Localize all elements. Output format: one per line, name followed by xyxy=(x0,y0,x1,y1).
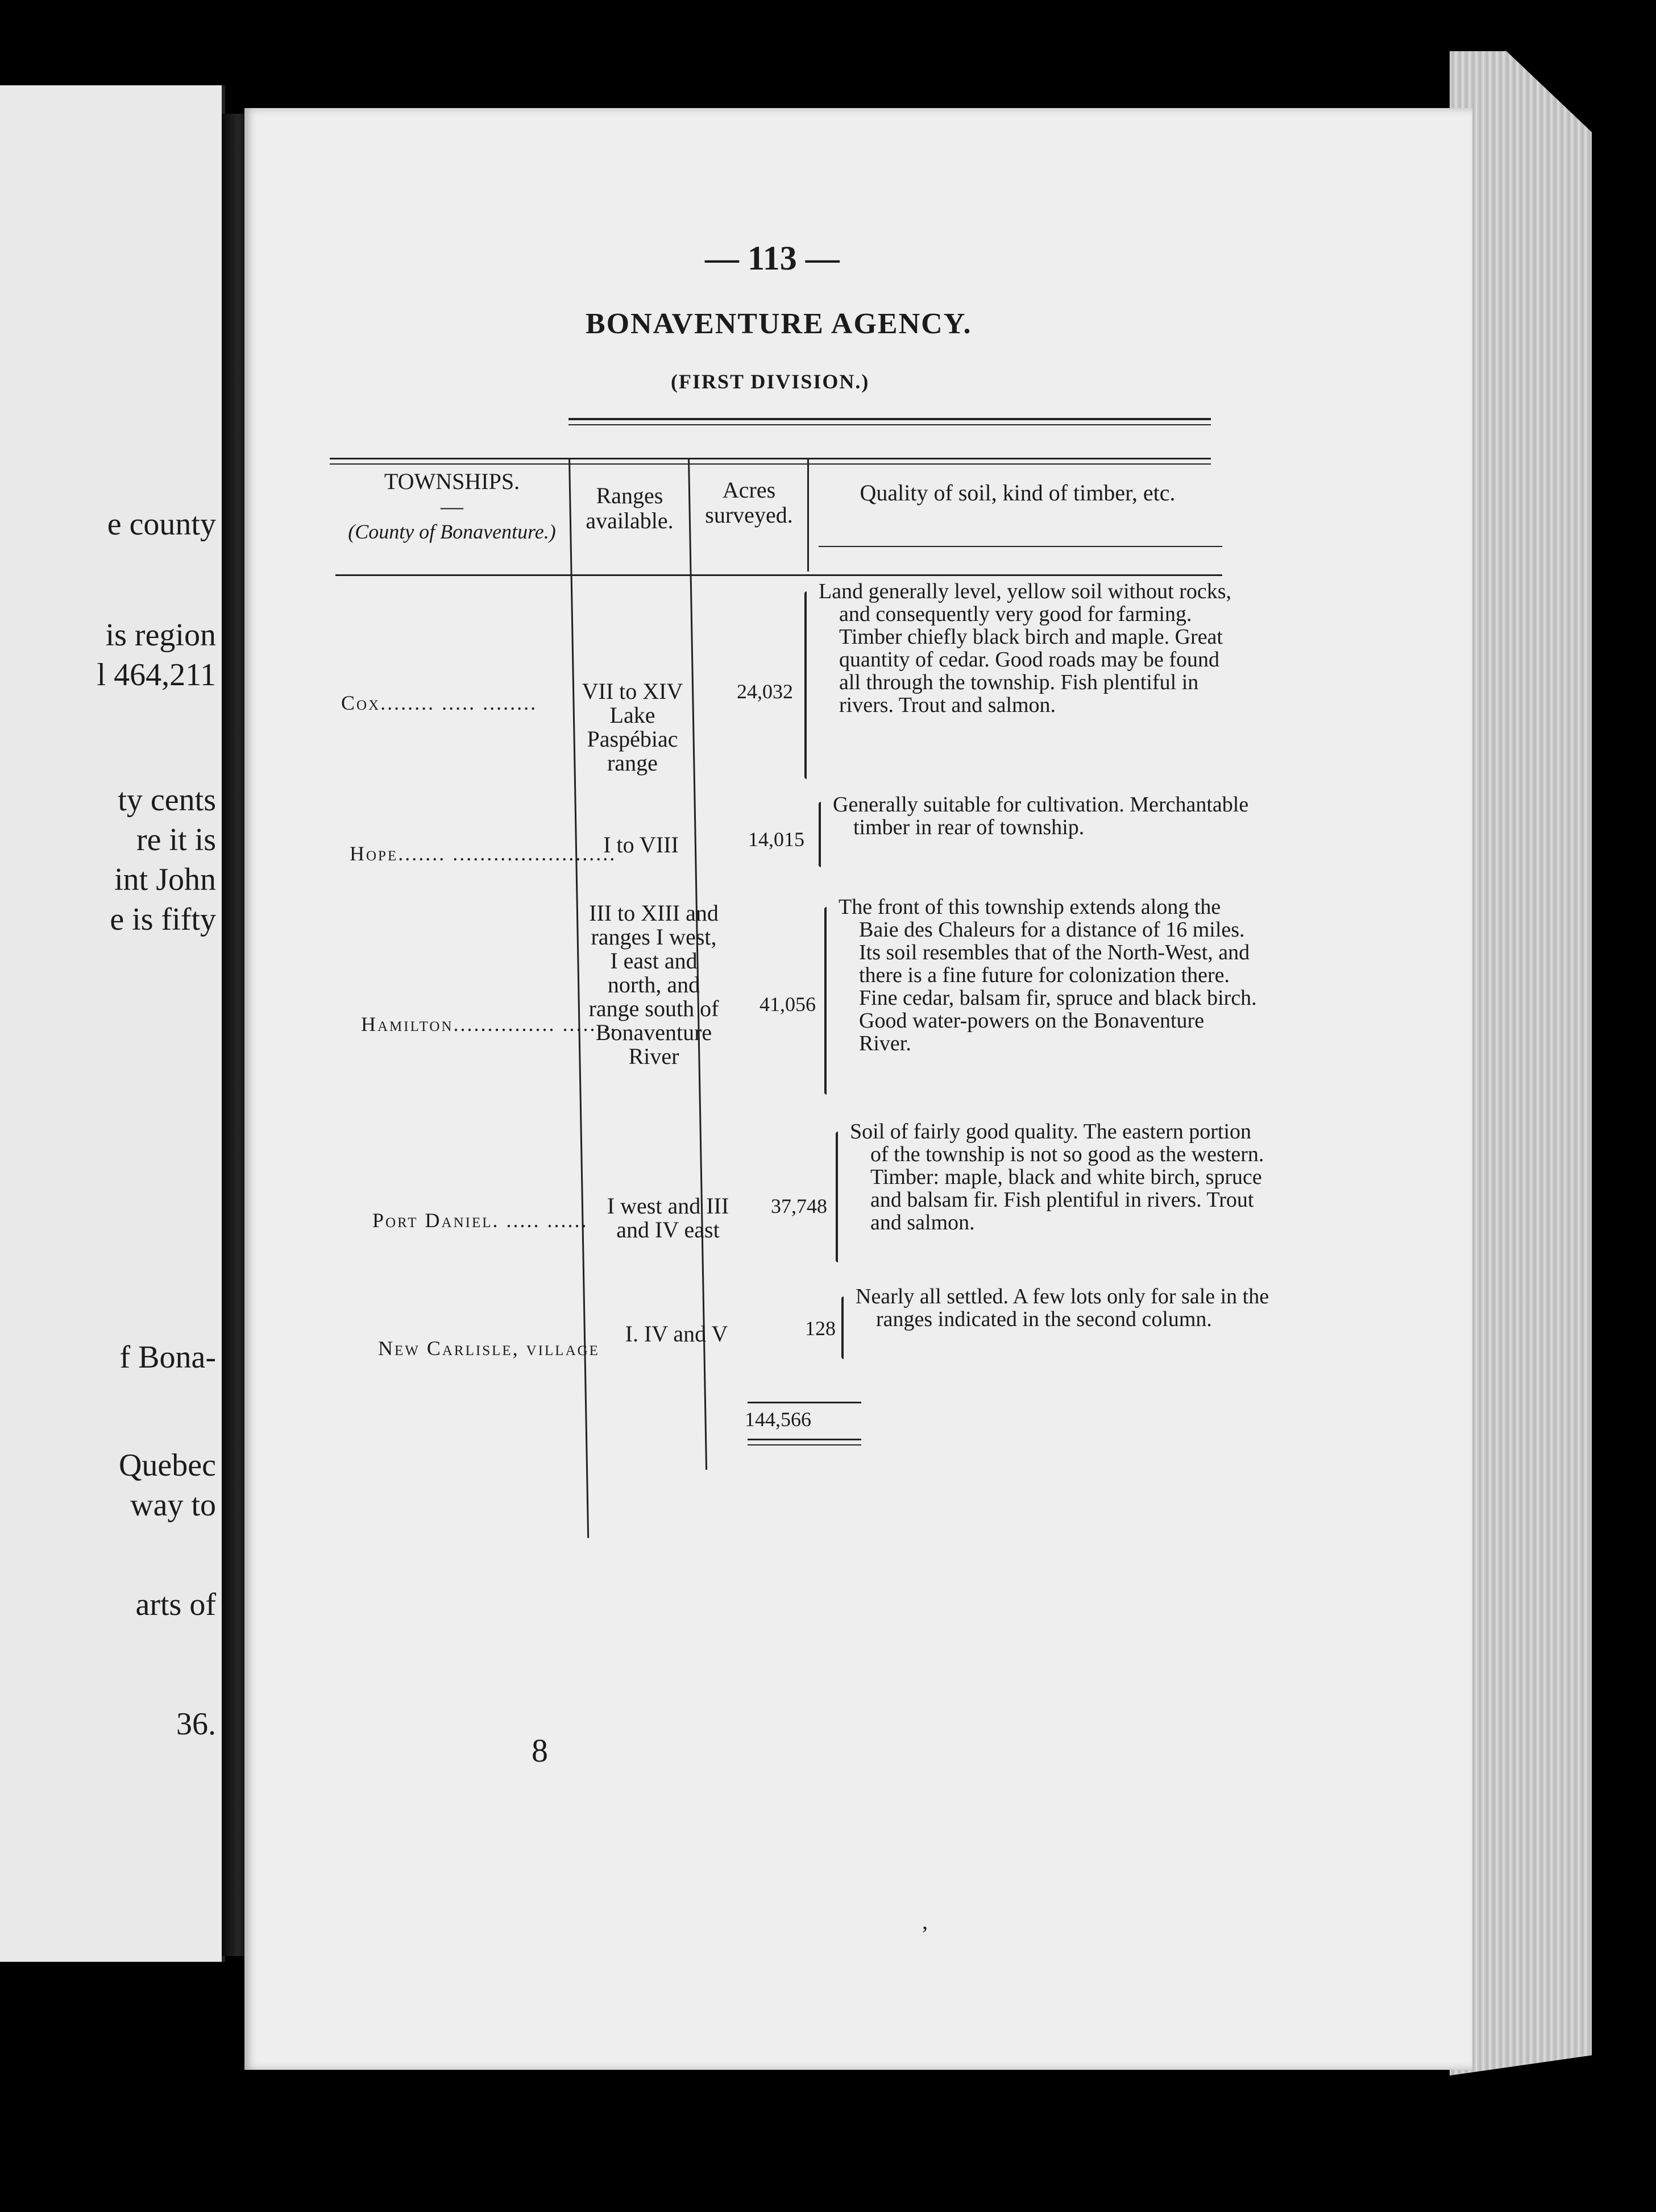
header-townships-label: TOWNSHIPS. xyxy=(384,469,520,494)
signature-mark: 8 xyxy=(532,1732,548,1769)
ranges-cell: III to XIII and ranges I west, I east and north, and range south of Bonaventure River xyxy=(588,900,719,1069)
township-name: Hamilton............... ........ xyxy=(361,1013,617,1035)
left-text-line: ty cents xyxy=(118,782,216,818)
acres-cell: 24,032 xyxy=(737,680,793,703)
ranges-cell: I west and III and IV east xyxy=(607,1193,729,1242)
acres-cell: 37,748 xyxy=(771,1195,827,1217)
header-townships-dash: — xyxy=(441,494,463,519)
description-cell: Nearly all settled. A few lots only for sale in the ranges indicated in the second column. xyxy=(856,1285,1269,1331)
left-text-line: arts of xyxy=(135,1587,216,1622)
header-top-rule-thin xyxy=(330,463,1211,465)
row-brace xyxy=(841,1296,844,1359)
total-acres: 144,566 xyxy=(745,1408,811,1431)
township-name: Cox........ ..... ........ xyxy=(341,691,538,714)
top-rule-thin xyxy=(568,424,1211,425)
header-top-rule xyxy=(330,458,1211,459)
left-text-line: l 464,211 xyxy=(97,657,216,693)
previous-page xyxy=(0,85,225,1962)
left-text-line: re it is xyxy=(136,822,216,858)
header-townships xyxy=(335,469,568,544)
page-subtitle: (FIRST DIVISION.) xyxy=(671,370,870,393)
stray-mark: , xyxy=(922,1908,928,1934)
row-brace xyxy=(804,591,807,779)
township-name: New Carlisle, village xyxy=(378,1337,600,1360)
left-text-line: Quebec xyxy=(118,1448,216,1483)
acres-cell: 41,056 xyxy=(759,993,816,1016)
top-rule xyxy=(568,418,1211,420)
left-text-line: 36. xyxy=(176,1706,216,1742)
header-acres: Acres surveyed. xyxy=(705,477,793,528)
description-cell: Generally suitable for cultivation. Merchantable timber in rear of township. xyxy=(833,793,1249,839)
total-underline-thin xyxy=(748,1444,861,1445)
left-text-line: e is fifty xyxy=(110,902,216,937)
row-brace xyxy=(824,907,827,1095)
township-name: Hope....... ........................ xyxy=(350,842,617,865)
description-cell: The front of this township extends along the Baie des Chaleurs for a distance of 16 miles. Its soil resembles that of the North-West, and there is a fine future for colonization there. Fine cedar, balsam fir, spruce and black birch. Good water-powers on the Bonaventure River. xyxy=(839,895,1257,1055)
total-rule xyxy=(748,1402,861,1403)
left-text-line: e county xyxy=(107,507,216,542)
column-divider xyxy=(807,458,809,571)
acres-cell: 14,015 xyxy=(748,828,804,851)
row-brace xyxy=(819,802,821,867)
header-bottom-rule xyxy=(335,574,1222,576)
description-cell: Land generally level, yellow soil without rocks, and consequently very good for farming. Timber chiefly black birch and maple. Great quantity of cedar. Good roads may be found all through the township. Fish plentiful in rivers. Trout and salmon. xyxy=(819,579,1232,717)
header-townships-sub: (County of Bonaventure.) xyxy=(348,520,556,543)
page-number: — 113 — xyxy=(705,239,840,277)
ranges-cell: I. IV and V xyxy=(625,1321,728,1347)
description-cell: Soil of fairly good quality. The eastern portion of the township is not so good as the western. Timber: maple, black and white birch, spruce and balsam fir. Fish plentiful in rivers. Trout and salmon. xyxy=(850,1120,1264,1235)
left-text-line: f Bona- xyxy=(119,1340,216,1375)
left-text-line: way to xyxy=(130,1488,216,1523)
left-text-line: int John xyxy=(114,862,216,897)
header-ranges: Ranges available. xyxy=(586,483,674,533)
header-quality: Quality of soil, kind of timber, etc. xyxy=(860,480,1176,506)
acres-cell: 128 xyxy=(805,1317,836,1340)
township-name: Port Daniel. ..... ...... xyxy=(372,1209,588,1232)
main-page xyxy=(244,108,1472,2070)
left-text-line: is region xyxy=(105,618,216,653)
quality-header-rule xyxy=(819,546,1222,547)
total-underline xyxy=(748,1439,861,1440)
page-title: BONAVENTURE AGENCY. xyxy=(586,308,972,340)
ranges-cell: I to VIII xyxy=(603,832,679,858)
ranges-cell: VII to XIV Lake Paspébiac range xyxy=(582,678,683,776)
row-brace xyxy=(836,1132,838,1262)
